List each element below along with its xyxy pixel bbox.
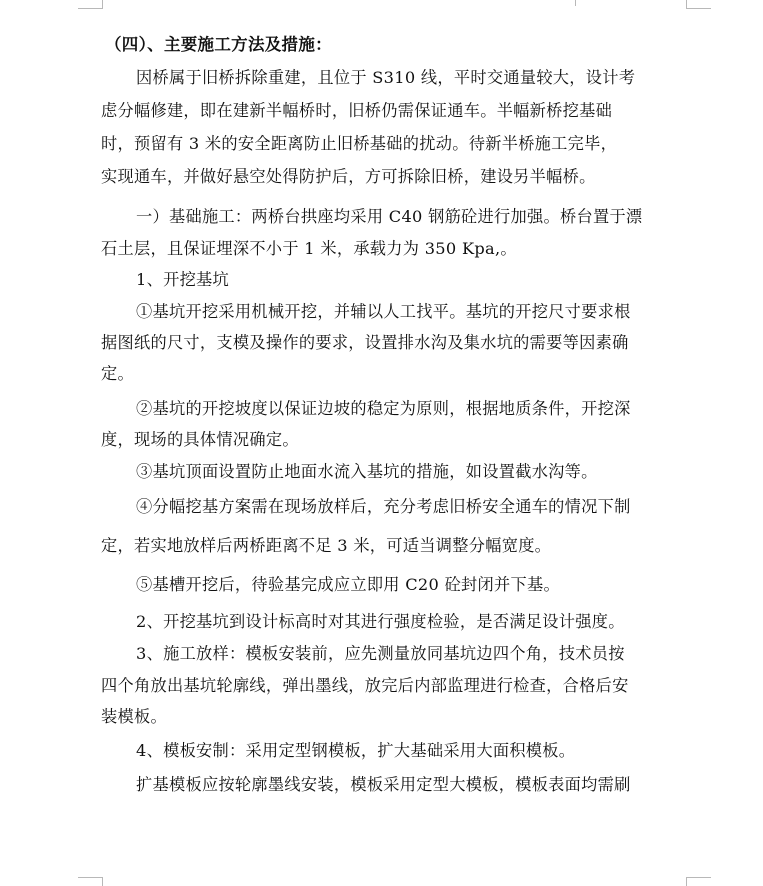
paragraph-line: 四个角放出基坑轮廓线，弹出墨线，放完后内部监理进行检查，合格后安 (101, 676, 629, 695)
paragraph-line: ③基坑顶面设置防止地面水流入基坑的措施，如设置截水沟等。 (136, 462, 598, 481)
paragraph-line: 定，若实地放样后两桥距离不足 3 米，可适当调整分幅宽度。 (101, 536, 552, 555)
paragraph-line: 4、模板安制：采用定型钢模板，扩大基础采用大面积模板。 (136, 741, 576, 760)
paragraph-line: 3、施工放样：模板安装前，应先测量放同基坑边四个角，技术员按 (136, 644, 625, 663)
paragraph-line: 定。 (101, 364, 134, 383)
paragraph-line: 因桥属于旧桥拆除重建，且位于 S310 线，平时交通量较大，设计考 (136, 68, 636, 87)
document-body (101, 30, 689, 794)
subheading: 1、开挖基坑 (136, 270, 230, 289)
paragraph-line: 一）基础施工：两桥台拱座均采用 C40 钢筋砼进行加强。桥台置于漂 (136, 207, 643, 226)
paragraph-line: 虑分幅修建，即在建新半幅桥时，旧桥仍需保证通车。半幅新桥挖基础 (101, 101, 613, 120)
paragraph-line: 实现通车，并做好悬空处得防护后，方可拆除旧桥，建设另半幅桥。 (101, 167, 596, 186)
paragraph-line: 2、开挖基坑到设计标高时对其进行强度检验，是否满足设计强度。 (136, 612, 625, 631)
page-corner-mark-bottom-left (78, 877, 103, 886)
paragraph-line: 度，现场的具体情况确定。 (101, 430, 299, 449)
paragraph-line: ④分幅挖基方案需在现场放样后，充分考虑旧桥安全通车的情况下制 (136, 497, 631, 516)
paragraph-line: 时，预留有 3 米的安全距离防止旧桥基础的扰动。待新半桥施工完毕， (101, 134, 618, 153)
section-heading: （四）、主要施工方法及措施： (105, 35, 332, 54)
paragraph-line: 据图纸的尺寸，支模及操作的要求，设置排水沟及集水坑的需要等因素确 (101, 333, 629, 352)
page-corner-mark-bottom-right (686, 877, 711, 886)
paragraph-line: 装模板。 (101, 707, 167, 726)
paragraph-line: 扩基模板应按轮廓墨线安装，模板采用定型大模板，模板表面均需刷 (136, 775, 631, 794)
paragraph-line: ⑤基槽开挖后，待验基完成应立即用 C20 砼封闭并下基。 (136, 575, 560, 594)
page-corner-mark-top-right (686, 0, 711, 9)
paragraph-line: 石土层，且保证埋深不小于 1 米，承载力为 350 Kpa,。 (101, 239, 517, 258)
page-corner-mark-top-left (78, 0, 103, 9)
paragraph-line: ①基坑开挖采用机械开挖，并辅以人工找平。基坑的开挖尺寸要求根 (136, 302, 631, 321)
page-ruler-mark-top (575, 0, 576, 6)
paragraph-line: ②基坑的开挖坡度以保证边坡的稳定为原则，根据地质条件，开挖深 (136, 399, 631, 418)
